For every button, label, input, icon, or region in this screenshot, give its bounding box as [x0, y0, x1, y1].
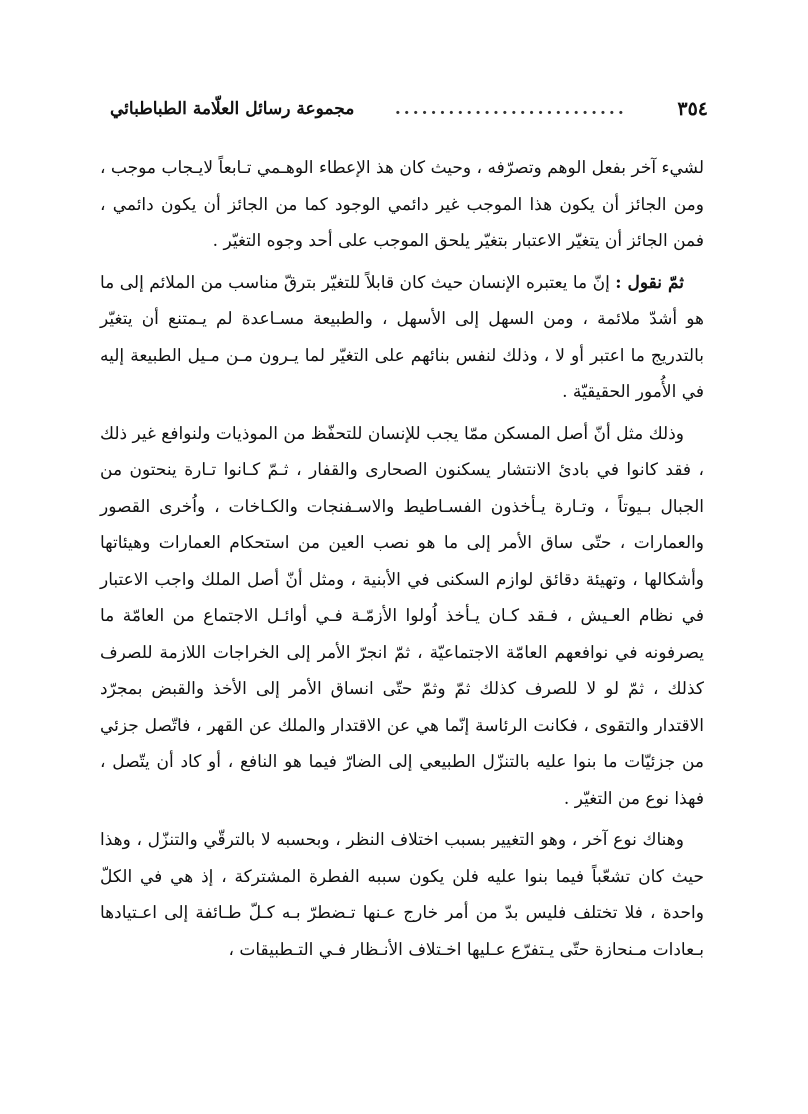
- paragraph-2-lead: ثمّ نقول :: [615, 272, 684, 293]
- running-title: مجموعة رسائل العلّامة الطباطبائي: [110, 99, 355, 119]
- page-body: [100, 150, 704, 973]
- paragraph-2: [100, 265, 704, 411]
- paragraph-4: [100, 822, 704, 968]
- paragraph-1-text: لشيء آخر بفعل الوهم وتصرّفه ، وحيث كان هذ الإعطاء الوهـمي تـابعاً لايـجاب موجب ، ومن الجائز أن يكون هذا الموجب غير دائمي الوجود كما من الجائز أن يكون دائمي ، فمن الجائز أن يتغيّر الاعتبار بتغيّر يلحق الموجب على أحد وجوه التغيّر .: [100, 158, 704, 251]
- paragraph-3: [100, 416, 704, 818]
- header-leader-dots: ..........................: [394, 99, 627, 119]
- paragraph-2-text: إنّ ما يعتبره الإنسان حيث كان قابلاً للتغيّر بترقّ مناسب من الملائم إلى ما هو أشدّ ملائمة ، ومن السهل إلى الأسهل ، والطبيعة مسـاعدة لم يـمتنع أن يتغيّر بالتدريج ما اعتبر أو لا ، وذلك لنفس بنائهم على التغيّر لما يـرون مـن مـيل الطبيعة إليه في الأُمور الحقيقيّة .: [100, 272, 704, 402]
- paragraph-3-text: وذلك مثل أنّ أصل المسكن ممّا يجب للإنسان للتحفّظ من الموذيات ولنوافع غير ذلك ، فقد كانوا في بادئ الانتشار يسكنون الصحارى والقفار ، ثـمّ كـانوا تـارة ينحتون من الجبال بـيوتاً ، وتـارة يـأخذون الفسـاطيط والاسـفنجات والكـاخات ، واُخرى القصور والعمارات ، حتّى ساق الأمر إلى ما هو نصب العين من استحكام العمارات وهيئاتها وأشكالها ، وتهيئة دقائق لوازم السكنى في الأبنية ، ومثل أنّ أصل الملك واجب الاعتبار في نظام العـيش ، فـقد كـان يـأخذ اُولوا الأزمّـة فـي أوائـل الاجتماع من العامّة ما يصرفونه في نوافعهم العامّة الاجتماعيّة ، ثمّ انجرّ الأمر إلى الخراجات اللازمة للصرف كذلك ، ثمّ لو لا للصرف كذلك ثمّ وثمّ حتّى انساق الأمر إلى الأخذ والقبض بمجرّد الاقتدار والتقوى ، فكانت الرئاسة إنّما هي عن الاقتدار والملك عن القهر ، فاتّصل جزئي من جزئيّات ما بنوا عليه بالتنزّل الطبيعي إلى الضارّ فيما هو النافع ، أو كاد أن يتّصل ، فهذا نوع من التغيّر .: [100, 423, 704, 809]
- page-header: [110, 94, 708, 124]
- paragraph-4-text: وهناك نوع آخر ، وهو التغيير بسبب اختلاف النظر ، وبحسبه لا بالترقّي والتنزّل ، وهذا حيث كان تشعّباً فيما بنوا عليه فلن يكون سببه الفطرة المشتركة ، إذ هي في الكلّ واحدة ، فلا تختلف فليس بدّ من أمر خارج عـنها تـضطرّ بـه كـلّ طـائفة إلى اعـتيادها بـعادات مـنحازة حتّى يـتفرّع عـليها اخـتلاف الأنـظار فـي التـطبيقات ،: [100, 830, 704, 960]
- paragraph-1: [100, 150, 704, 260]
- page-number: ٣٥٤: [677, 98, 708, 120]
